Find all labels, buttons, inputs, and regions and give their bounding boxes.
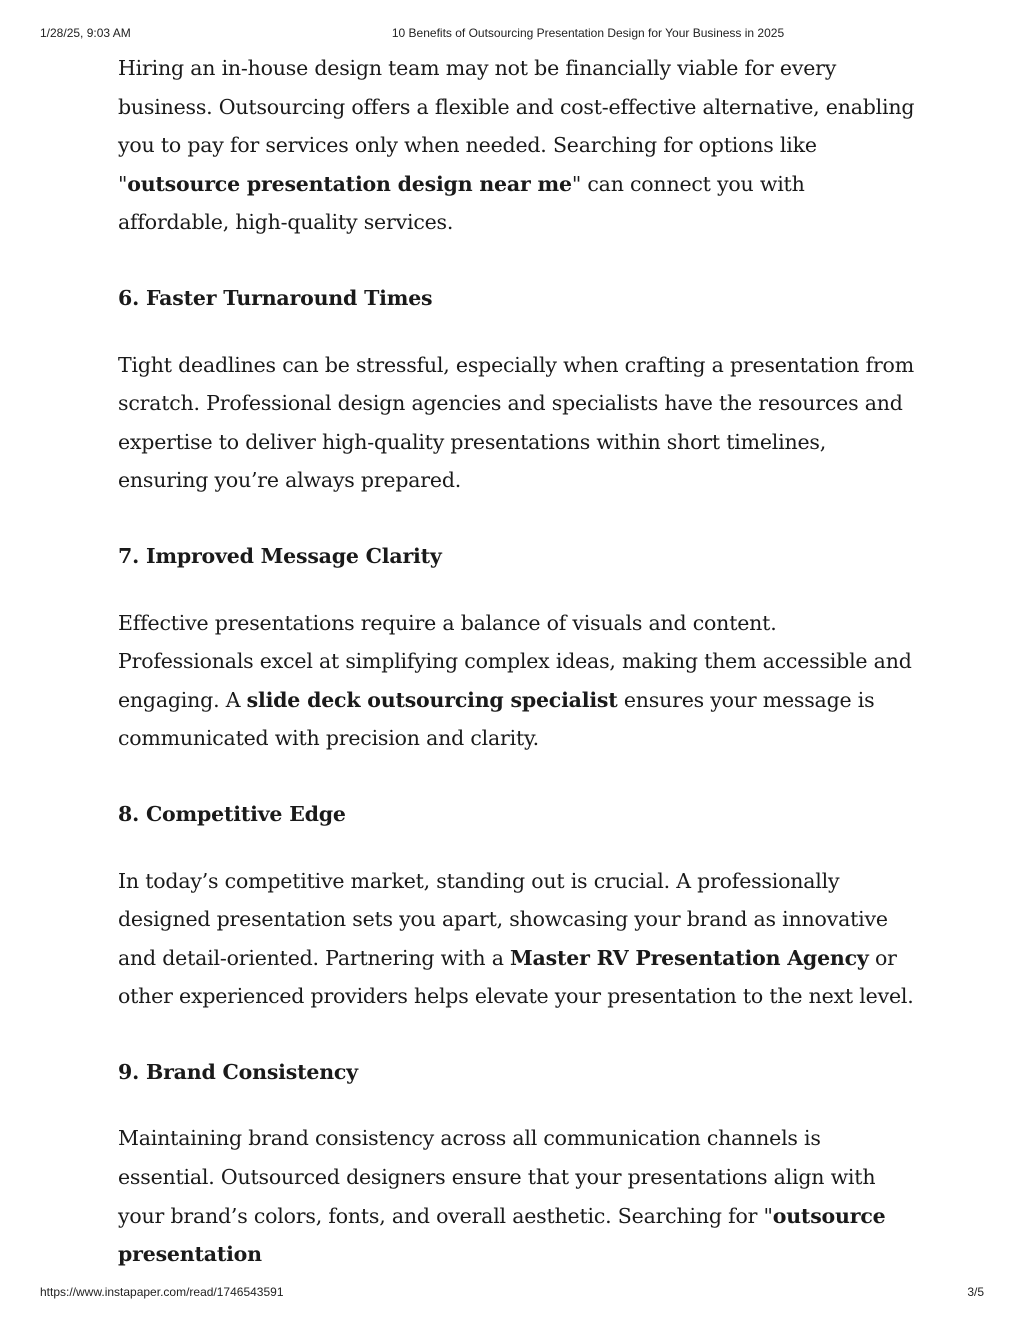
section-8-text-end: or other experienced providers helps elevate your presentation to the next level.	[118, 945, 914, 1009]
section-9-paragraph	[118, 1119, 918, 1273]
section-8-paragraph	[118, 862, 918, 1016]
section-8-heading: 8. Competitive Edge	[118, 801, 346, 826]
print-page-number: 3/5	[967, 1285, 984, 1299]
section-9-text-start: Maintaining brand consistency across all communication channels is essential. Outsourced designers ensure that your presentations align with your brand’s colors, fonts, and overall aesthetic. Searching for "	[118, 1126, 876, 1228]
section-9-heading: 9. Brand Consistency	[118, 1059, 358, 1084]
print-url: https://www.instapaper.com/read/1746543591	[40, 1285, 284, 1299]
section-7-paragraph	[118, 604, 918, 758]
section-6-paragraph: Tight deadlines can be stressful, especially when crafting a presentation from scratch. Professional design agencies and specialists have the resources and expertise to deliver high-quality presentations within short timelines, ensuring you’re always prepared.	[118, 352, 914, 493]
intro-bold-keyword: outsource presentation design near me	[127, 171, 572, 196]
section-7-heading: 7. Improved Message Clarity	[118, 543, 442, 568]
section-8-text-start: In today’s competitive market, standing out is crucial. A professionally designed presentation sets you apart, showcasing your brand as innovative and detail-oriented. Partnering with a	[118, 868, 888, 970]
print-header	[0, 26, 1024, 42]
intro-paragraph	[118, 49, 918, 242]
section-8-bold-keyword: Master RV Presentation Agency	[510, 945, 869, 970]
print-page-title: 10 Benefits of Outsourcing Presentation Design for Your Business in 2025	[391, 26, 785, 40]
print-datetime: 1/28/25, 9:03 AM	[40, 26, 131, 40]
intro-text-end: " can connect you with affordable, high-quality services.	[118, 171, 805, 235]
section-7-text-start: Effective presentations require a balance of visuals and content. Professionals excel at simplifying complex ideas, making them accessible and engaging. A	[118, 610, 912, 712]
article-content	[118, 49, 918, 1274]
print-footer	[0, 1285, 1024, 1301]
section-7-bold-keyword: slide deck outsourcing specialist	[246, 687, 618, 712]
intro-text-start: Hiring an in-house design team may not be financially viable for every business. Outsourcing offers a flexible and cost-effective alternative, enabling you to pay for services only when needed. Searching for options like "	[118, 56, 915, 196]
section-6-heading: 6. Faster Turnaround Times	[118, 285, 433, 310]
section-9-bold-keyword: outsource presentation	[118, 1203, 886, 1267]
section-7-text-end: ensures your message is communicated with precision and clarity.	[118, 687, 875, 751]
